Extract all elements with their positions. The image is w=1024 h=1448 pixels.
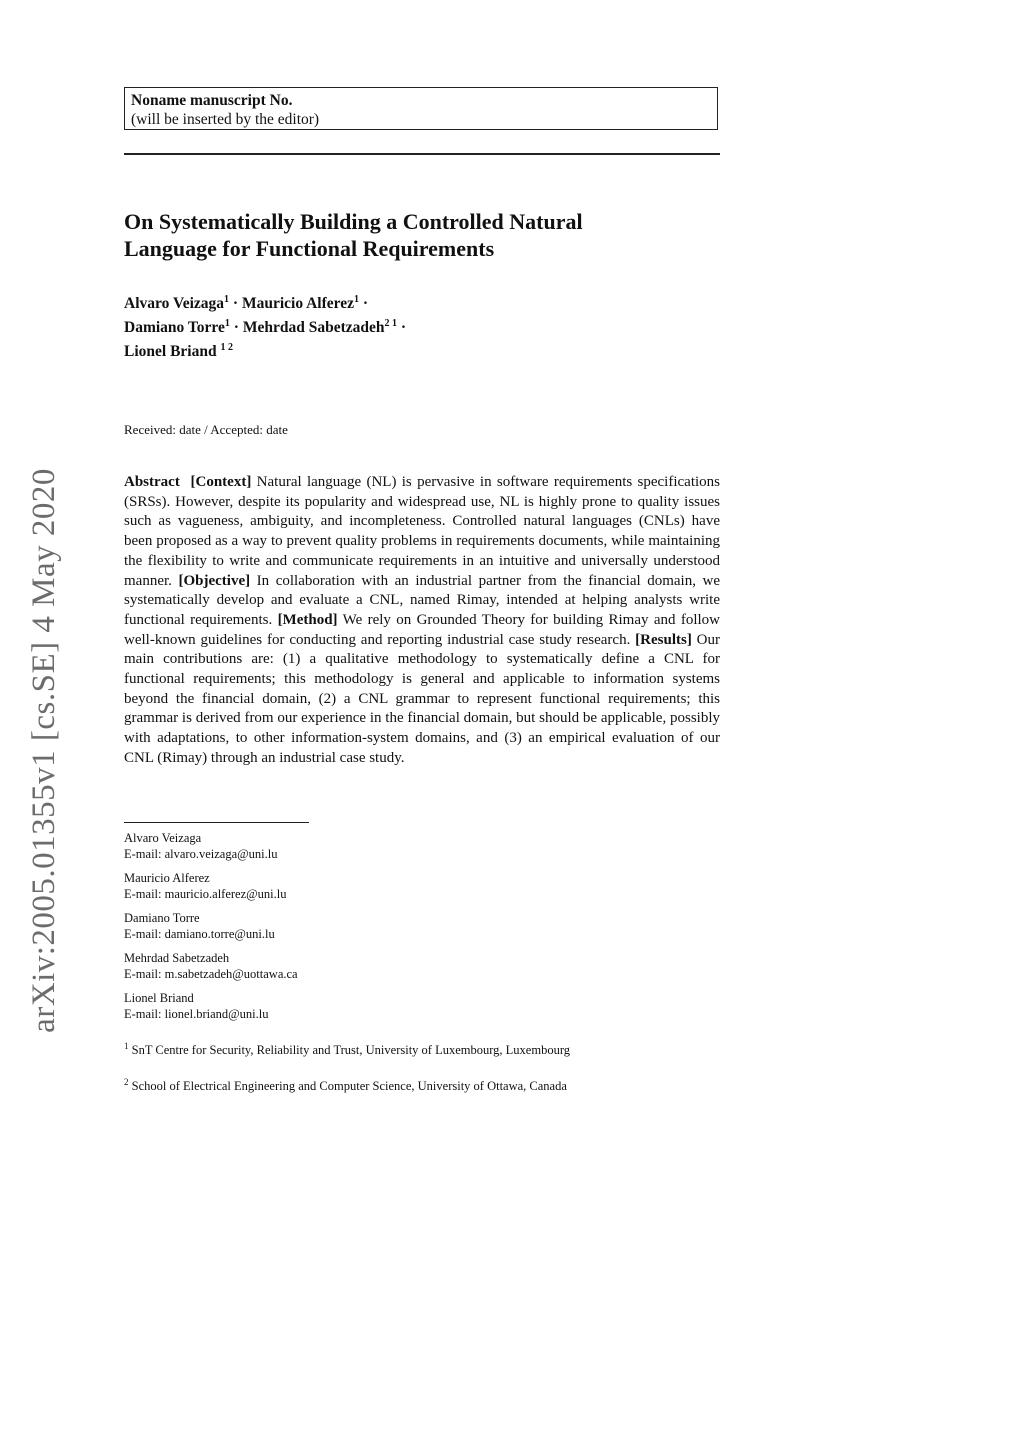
affiliations — [124, 1038, 720, 1110]
author-separator: · — [232, 295, 239, 312]
contact-email: E-mail: damiano.torre@uni.lu — [124, 927, 275, 941]
author-affil-mark: 1 — [224, 318, 230, 329]
author-name: Mauricio Alferez — [241, 295, 354, 312]
manuscript-box — [124, 87, 718, 130]
contact-email: E-mail: m.sabetzadeh@uottawa.ca — [124, 967, 298, 981]
affiliation-mark: 2 — [124, 1077, 129, 1087]
contact-email: E-mail: mauricio.alferez@uni.lu — [124, 887, 287, 901]
abstract-heading: Abstract — [124, 474, 180, 490]
author-separator: · — [362, 295, 369, 312]
affiliation-text: School of Electrical Engineering and Computer Science, University of Ottawa, Canada — [131, 1079, 567, 1093]
objective-text: In collaboration with an industrial partner from the financial domain, we systematically develop and evaluate a CNL, named Rimay, intended at helping analysts write functional requirements. — [124, 572, 721, 628]
contact-entry — [124, 830, 720, 862]
method-label: [Method] — [277, 611, 338, 628]
author-affil-mark: 2 1 — [384, 318, 397, 329]
author-affil-mark: 1 — [224, 294, 230, 305]
author-name: Mehrdad Sabetzadeh — [242, 319, 385, 336]
contact-name: Mauricio Alferez — [124, 871, 210, 885]
contact-entry — [124, 870, 720, 902]
author-contacts — [124, 830, 720, 1030]
manuscript-editor-note: (will be inserted by the editor) — [131, 111, 320, 128]
contact-email: E-mail: lionel.briand@uni.lu — [124, 1007, 269, 1021]
arxiv-stamp — [18, 455, 70, 1045]
results-text: Our main contributions are: (1) a qualitative methodology to systematically define a CNL for functional requirements; this methodology is general and applicable to information systems beyond the financial domain, (2) a CNL grammar to represent functional requirements; this grammar is derived from our experience in the financial domain, but should be applicable, possibly with adaptations, to other information-system domains, and (3) an empirical evaluation of our CNL (Rimay) through an industrial case study. — [124, 631, 721, 766]
author-affil-mark: 1 — [354, 294, 359, 305]
contact-name: Damiano Torre — [124, 911, 200, 925]
affiliation-1 — [124, 1038, 720, 1058]
author-name: Alvaro Veizaga — [124, 295, 225, 312]
affiliation-2 — [124, 1074, 720, 1094]
contact-name: Lionel Briand — [124, 991, 194, 1005]
abstract — [124, 473, 720, 769]
author-line-1 — [124, 290, 720, 314]
arxiv-stamp-text: arXiv:2005.01355v1 [cs.SE] 4 May 2020 — [25, 467, 62, 1033]
contact-email: E-mail: alvaro.veizaga@uni.lu — [124, 847, 278, 861]
manuscript-number: Noname manuscript No. — [131, 92, 293, 109]
author-name: Damiano Torre — [124, 319, 225, 336]
author-affil-mark: 1 2 — [220, 342, 233, 353]
contact-entry — [124, 990, 720, 1022]
contact-name: Mehrdad Sabetzadeh — [124, 951, 230, 965]
method-text: We rely on Grounded Theory for building Rimay and follow well-known guidelines for conducting and reporting industrial case study research. — [124, 611, 720, 648]
contact-name: Alvaro Veizaga — [124, 831, 202, 845]
paper-title — [124, 208, 720, 262]
objective-label: [Objective] — [178, 572, 251, 589]
author-separator: · — [400, 319, 407, 336]
author-separator: · — [233, 319, 239, 336]
contact-entry — [124, 910, 720, 942]
affiliation-mark: 1 — [124, 1041, 129, 1051]
received-accepted-dates: Received: date / Accepted: date — [124, 422, 288, 437]
affiliation-text: SnT Centre for Security, Reliability and Trust, University of Luxembourg, Luxembourg — [131, 1043, 571, 1057]
footnote-rule — [124, 822, 309, 823]
results-label: [Results] — [635, 631, 692, 648]
context-label: [Context] — [190, 474, 252, 490]
author-line-2 — [124, 314, 720, 338]
header-rule — [124, 153, 720, 155]
contact-entry — [124, 950, 720, 982]
title-line-2: Language for Functional Requirements — [124, 236, 495, 261]
author-line-3 — [124, 338, 720, 362]
title-line-1: On Systematically Building a Controlled Natural — [124, 209, 583, 234]
author-name: Lionel Briand — [124, 343, 217, 360]
author-list — [124, 290, 720, 362]
context-text: Natural language (NL) is pervasive in software requirements specifications (SRSs). However, despite its popularity and widespread use, NL is highly prone to quality issues such as vagueness, ambiguity, and incompleteness. Controlled natural languages (CNLs) have been proposed as a way to prevent quality problems in requirements documents, while maintaining the flexibility to write and communicate requirements in an intuitive and universally understood manner. — [124, 474, 720, 589]
